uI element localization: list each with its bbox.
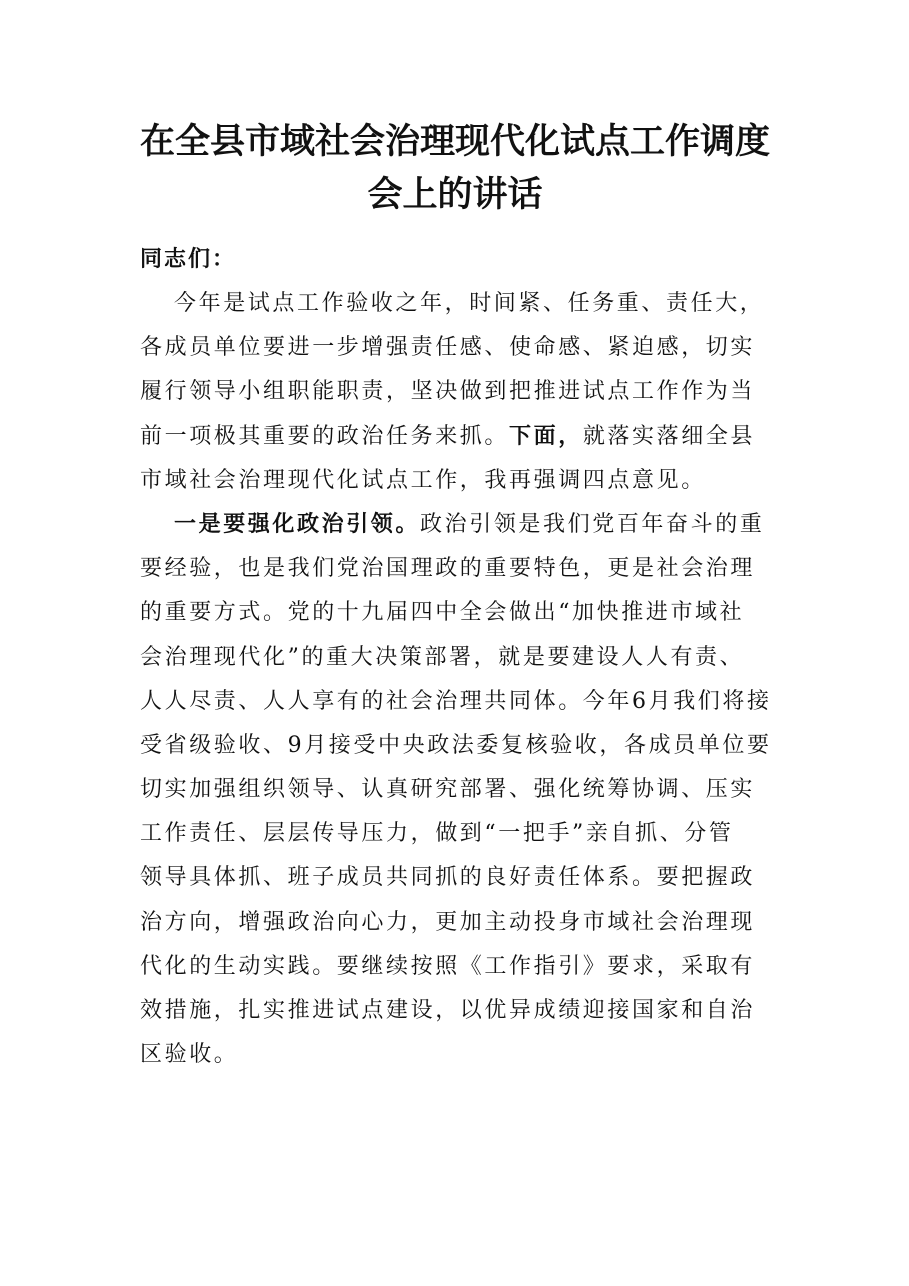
paragraph-2-line: 会治理现代化”的重大决策部署，就是要建设人人有责、 — [140, 644, 745, 670]
paragraph-2-line: 代化的生动实践。要继续按照《工作指引》要求，采取有 — [140, 953, 756, 979]
paragraph-1-line: 今年是试点工作验收之年，时间紧、任务重、责任大， — [174, 291, 765, 316]
paragraph-1-text: 前一项极其重要的政治任务来抓。 — [140, 423, 510, 449]
document-body — [140, 238, 773, 1077]
salutation: 同志们： — [140, 247, 237, 272]
paragraph-2-line: 人人尽责、人人享有的社会治理共同体。今年6月我们将接 — [140, 688, 772, 714]
paragraph-2-text: 政治引领是我们党百年奋斗的重 — [420, 511, 765, 537]
paragraph-1-line: 各成员单位要进一步增强责任感、使命感、紧迫感，切实 — [140, 335, 756, 361]
paragraph-2-line: 受省级验收、9月接受中央政法委复核验收，各成员单位要 — [140, 732, 772, 758]
title-line-2: 会上的讲话 — [367, 175, 543, 215]
paragraph-1 — [140, 282, 773, 503]
paragraph-2-line: 工作责任、层层传导压力，做到“一把手”亲自抓、分管 — [140, 821, 734, 847]
paragraph-2-line: 切实加强组织领导、认真研究部署、强化统筹协调、压实 — [140, 777, 756, 803]
section-heading: 一是要强化政治引领。 — [174, 511, 421, 537]
transition-phrase: 下面， — [509, 423, 583, 449]
title-line-1: 在全县市域社会治理现代化试点工作调度 — [139, 122, 770, 162]
paragraph-2-line: 的重要方式。党的十九届四中全会做出“加快推进市域社 — [140, 600, 745, 626]
paragraph-2-line: 治方向，增强政治向心力，更加主动投身市域社会治理现 — [140, 909, 756, 935]
paragraph-2-line: 区验收。 — [140, 1042, 239, 1068]
paragraph-1-line — [140, 415, 773, 459]
paragraph-2-line — [140, 503, 773, 547]
paragraph-2-line: 效措施，扎实推进试点建设，以优异成绩迎接国家和自治 — [140, 998, 756, 1023]
paragraph-2-line: 要经验，也是我们党治国理政的重要特色，更是社会治理 — [140, 556, 756, 582]
paragraph-1-line: 履行领导小组职能职责，坚决做到把推进试点工作作为当 — [140, 379, 756, 405]
paragraph-2-line: 领导具体抓、班子成员共同抓的良好责任体系。要把握政 — [140, 865, 756, 891]
paragraph-2 — [140, 503, 773, 1077]
paragraph-1-line: 市域社会治理现代化试点工作，我再强调四点意见。 — [140, 467, 706, 493]
document-title — [120, 116, 790, 222]
paragraph-1-text: 就落实落细全县 — [582, 423, 756, 449]
